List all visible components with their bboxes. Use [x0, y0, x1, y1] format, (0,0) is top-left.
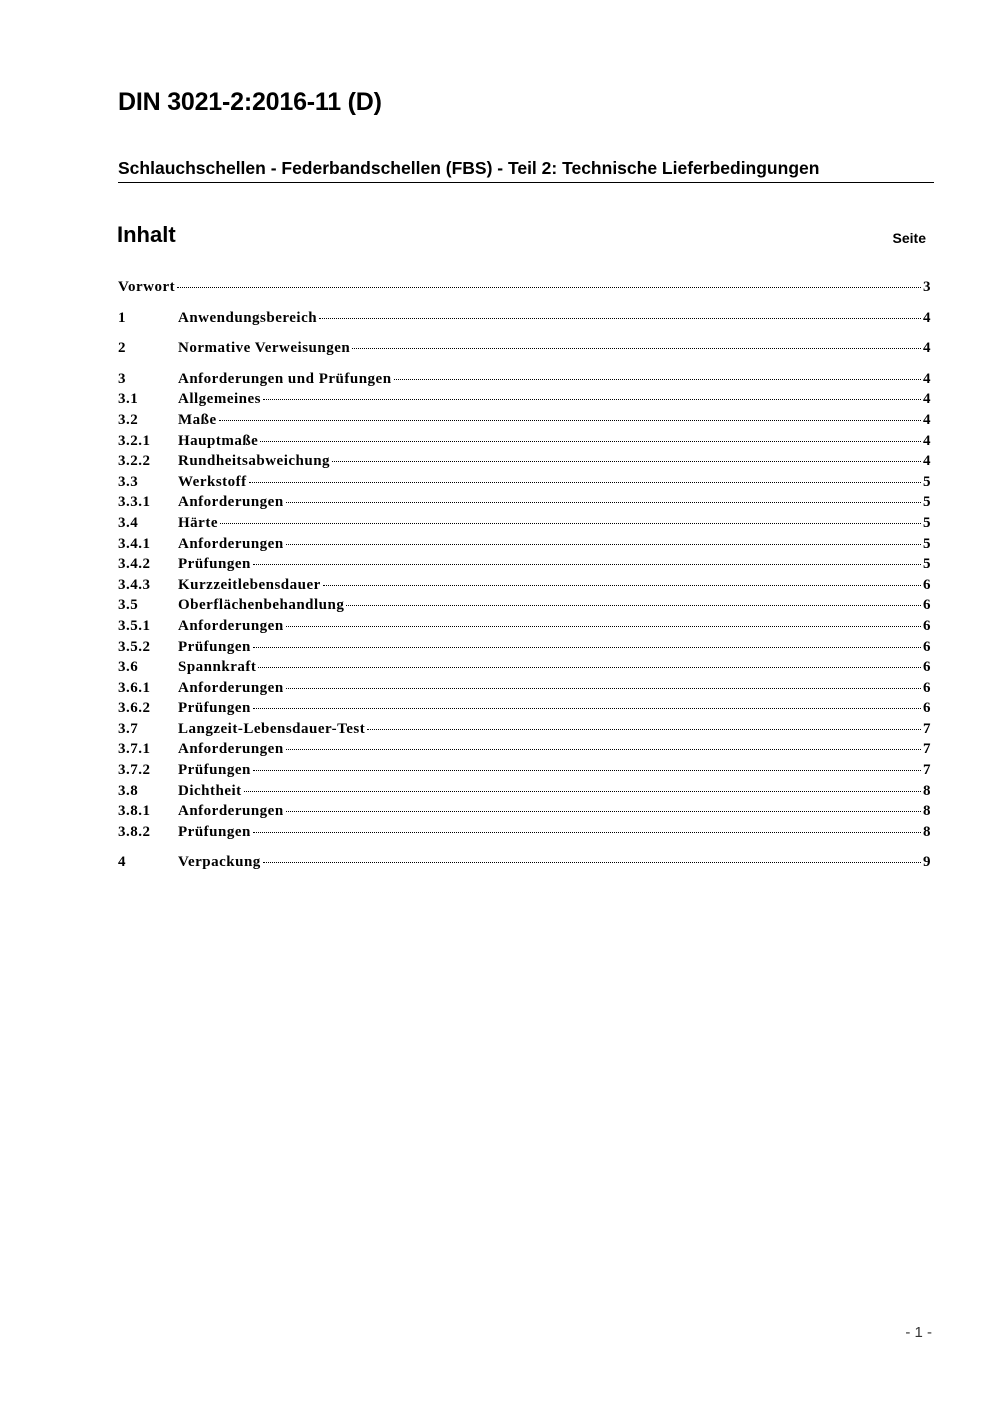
toc-entry-number: 3.5.2 — [118, 638, 151, 655]
toc-dot-leader — [253, 708, 921, 709]
toc-entry-number: 3.7 — [118, 720, 139, 737]
toc-entry[interactable] — [118, 783, 931, 804]
toc-dot-leader — [319, 318, 921, 319]
toc-entry-number: 3.7.2 — [118, 762, 151, 779]
toc-entry-title: Normative Verweisungen — [178, 340, 351, 357]
toc-entry-title: Allgemeines — [178, 391, 261, 408]
toc-entry[interactable] — [118, 659, 931, 680]
toc-dot-leader — [177, 287, 921, 288]
toc-entry-title: Prüfungen — [178, 823, 251, 840]
toc-entry-title: Maße — [178, 411, 217, 428]
toc-entry[interactable] — [118, 474, 931, 495]
toc-entry-number: 3.4 — [118, 514, 139, 531]
toc-entry-page: 7 — [923, 720, 931, 737]
toc-entry-page: 8 — [923, 803, 931, 820]
toc-entry-page: 5 — [923, 514, 931, 531]
toc-entry-page: 6 — [923, 617, 931, 634]
toc-dot-leader — [286, 502, 921, 503]
toc-entry-number: 3.5.1 — [118, 617, 151, 634]
toc-dot-leader — [219, 420, 921, 421]
toc-entry[interactable] — [118, 577, 931, 598]
toc-entry[interactable] — [118, 536, 931, 557]
toc-entry[interactable] — [118, 618, 931, 639]
toc-dot-leader — [286, 811, 921, 812]
toc-dot-leader — [220, 523, 921, 524]
toc-entry[interactable] — [118, 494, 931, 515]
toc-entry[interactable] — [118, 597, 931, 618]
toc-dot-leader — [253, 770, 921, 771]
toc-entry-number: 3 — [118, 370, 126, 387]
toc-entry[interactable] — [118, 680, 931, 701]
toc-entry-title: Kurzzeitlebensdauer — [178, 576, 321, 593]
toc-entry-page: 4 — [923, 453, 931, 470]
toc-entry-number: 3.7.1 — [118, 741, 151, 758]
toc-entry[interactable] — [118, 279, 931, 300]
toc-entry-number: 3.2.2 — [118, 453, 151, 470]
toc-entry[interactable] — [118, 762, 931, 783]
toc-entry-page: 8 — [923, 823, 931, 840]
toc-dot-leader — [263, 862, 921, 863]
toc-entry-page: 4 — [923, 391, 931, 408]
toc-dot-leader — [367, 729, 921, 730]
toc-entry[interactable] — [118, 741, 931, 762]
toc-entry-page: 6 — [923, 638, 931, 655]
toc-entry[interactable] — [118, 700, 931, 721]
toc-entry-title: Oberflächenbehandlung — [178, 597, 345, 614]
toc-entry-page: 6 — [923, 659, 931, 676]
toc-entry-number: 3.1 — [118, 391, 139, 408]
toc-entry-page: 8 — [923, 782, 931, 799]
toc-dot-leader — [260, 441, 921, 442]
toc-entry-title: Härte — [178, 514, 218, 531]
toc-heading: Inhalt — [117, 222, 176, 247]
toc-entry-number: 3.8 — [118, 782, 139, 799]
toc-dot-leader — [244, 791, 921, 792]
toc-entry-number: 1 — [118, 309, 126, 326]
toc-entry[interactable] — [118, 639, 931, 660]
toc-entry-title: Dichtheit — [178, 782, 242, 799]
toc-entry-page: 7 — [923, 741, 931, 758]
toc-entry[interactable] — [118, 310, 931, 331]
toc-dot-leader — [253, 564, 921, 565]
toc-entry-number: 3.4.2 — [118, 556, 151, 573]
toc-dot-leader — [286, 749, 921, 750]
toc-entry-number: 3.2 — [118, 411, 139, 428]
toc-entry-page: 4 — [923, 411, 931, 428]
toc-entry[interactable] — [118, 391, 931, 412]
toc-dot-leader — [258, 667, 921, 668]
toc-entry-page: 4 — [923, 340, 931, 357]
toc-entry-title: Verpackung — [178, 854, 261, 871]
toc-dot-leader — [394, 379, 921, 380]
toc-entry[interactable] — [118, 515, 931, 536]
toc-entry-page: 9 — [923, 854, 931, 871]
toc-entry[interactable] — [118, 453, 931, 474]
toc-entry-title: Vorwort — [118, 279, 176, 295]
toc-entry-title: Anforderungen — [178, 535, 284, 552]
toc-entry-number: 3.4.1 — [118, 535, 151, 552]
toc-entry-page: 5 — [923, 494, 931, 511]
toc-entry-title: Spannkraft — [178, 659, 257, 676]
toc-entry-page: 4 — [923, 370, 931, 387]
toc-entry-page: 7 — [923, 762, 931, 779]
toc-entry-title: Langzeit-Lebensdauer-Test — [178, 720, 366, 737]
toc-entry[interactable] — [118, 556, 931, 577]
toc-entry-number: 3.8.1 — [118, 803, 151, 820]
toc-entry[interactable] — [118, 803, 931, 824]
toc-entry-page: 3 — [923, 279, 931, 295]
toc-dot-leader — [286, 544, 921, 545]
toc-entry-title: Anforderungen — [178, 803, 284, 820]
toc-entry-title: Anforderungen — [178, 741, 284, 758]
toc-entry-title: Hauptmaße — [178, 432, 259, 449]
toc-entry-title: Rundheitsabweichung — [178, 453, 331, 470]
toc-entry-page: 6 — [923, 679, 931, 696]
toc-entry-page: 4 — [923, 432, 931, 449]
toc-dot-leader — [253, 832, 921, 833]
toc-entry[interactable] — [118, 412, 931, 433]
toc-entry[interactable] — [118, 854, 931, 875]
table-of-contents — [118, 279, 931, 875]
toc-entry-title: Anforderungen — [178, 617, 284, 634]
toc-entry-number: 3.3 — [118, 473, 139, 490]
toc-entry-number: 3.6.1 — [118, 679, 151, 696]
toc-entry-number: 3.3.1 — [118, 494, 151, 511]
toc-entry-title: Anforderungen — [178, 679, 284, 696]
document-title: DIN 3021-2:2016-11 (D) — [118, 88, 382, 116]
toc-entry-title: Prüfungen — [178, 762, 251, 779]
toc-entry-number: 3.5 — [118, 597, 139, 614]
toc-entry-title: Anwendungsbereich — [178, 309, 318, 326]
toc-entry[interactable] — [118, 721, 931, 742]
toc-entry[interactable] — [118, 340, 931, 361]
toc-entry-number: 4 — [118, 854, 126, 871]
toc-dot-leader — [323, 585, 921, 586]
toc-entry-page: 6 — [923, 700, 931, 717]
toc-entry-page: 5 — [923, 535, 931, 552]
toc-entry-page: 5 — [923, 556, 931, 573]
page-number: - 1 - — [905, 1324, 932, 1341]
toc-entry-title: Prüfungen — [178, 700, 251, 717]
toc-entry-page: 4 — [923, 309, 931, 326]
toc-entry-title: Werkstoff — [178, 473, 247, 490]
toc-entry-page: 6 — [923, 597, 931, 614]
toc-page-column-label: Seite — [892, 230, 926, 246]
document-subtitle: Schlauchschellen - Federbandschellen (FBS) - Teil 2: Technische Lieferbedingungen — [118, 158, 934, 183]
toc-entry-number: 3.6.2 — [118, 700, 151, 717]
toc-dot-leader — [346, 605, 921, 606]
toc-dot-leader — [352, 348, 921, 349]
toc-entry-number: 3.8.2 — [118, 823, 151, 840]
toc-dot-leader — [263, 399, 921, 400]
toc-entry[interactable] — [118, 433, 931, 454]
toc-entry[interactable] — [118, 824, 931, 845]
toc-entry-page: 6 — [923, 576, 931, 593]
toc-dot-leader — [286, 688, 921, 689]
toc-entry-title: Prüfungen — [178, 638, 251, 655]
toc-dot-leader — [249, 482, 921, 483]
toc-dot-leader — [286, 626, 921, 627]
toc-entry-title: Anforderungen und Prüfungen — [178, 370, 392, 387]
toc-entry[interactable] — [118, 371, 931, 392]
toc-entry-number: 3.4.3 — [118, 576, 151, 593]
toc-entry-title: Anforderungen — [178, 494, 284, 511]
toc-dot-leader — [332, 461, 921, 462]
toc-dot-leader — [253, 647, 921, 648]
toc-entry-number: 2 — [118, 340, 126, 357]
toc-entry-number: 3.6 — [118, 659, 139, 676]
toc-entry-page: 5 — [923, 473, 931, 490]
toc-entry-number: 3.2.1 — [118, 432, 151, 449]
toc-entry-title: Prüfungen — [178, 556, 251, 573]
